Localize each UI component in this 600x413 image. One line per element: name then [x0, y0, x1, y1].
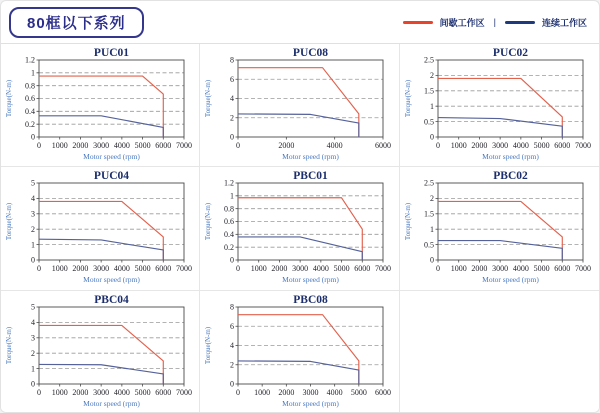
y-tick-label: 1 — [229, 191, 234, 201]
x-tick-label: 6000 — [554, 140, 571, 150]
y-tick-label: 0 — [429, 132, 434, 142]
y-tick-label: 4 — [229, 93, 234, 103]
x-axis-label: Motor speed (rpm) — [82, 151, 140, 161]
y-tick-label: 5 — [30, 302, 35, 312]
x-tick-label: 6000 — [374, 387, 391, 397]
x-axis-label: Motor speed (rpm) — [282, 274, 339, 284]
x-tick-label: 4000 — [312, 263, 329, 273]
continuous-curve — [238, 237, 362, 260]
chart-title: PUC08 — [292, 46, 329, 59]
y-tick-label: 2 — [429, 194, 434, 204]
y-tick-label: 0.6 — [223, 217, 234, 227]
intermittent-curve — [238, 67, 359, 136]
x-tick-label: 1000 — [51, 263, 68, 273]
y-tick-label: 8 — [229, 302, 234, 312]
y-axis-label: Torque(N-m) — [203, 79, 212, 117]
y-tick-label: 0 — [229, 379, 234, 389]
y-tick-label: 0.4 — [223, 230, 234, 240]
chart-title: PUC02 — [492, 46, 528, 59]
x-axis-label: Motor speed (rpm) — [481, 151, 539, 161]
x-tick-label: 0 — [36, 263, 41, 273]
y-tick-label: 2 — [229, 360, 234, 370]
x-tick-label: 5000 — [533, 263, 550, 273]
y-axis-label: Torque(N-m) — [4, 202, 13, 241]
chart-cell-PBC08 — [200, 291, 399, 413]
intermittent-curve — [39, 201, 163, 260]
y-tick-label: 1 — [30, 68, 35, 78]
y-tick-label: 0.2 — [24, 119, 35, 129]
y-tick-label: 6 — [229, 321, 234, 331]
y-tick-label: 3 — [30, 333, 35, 343]
legend-intermittent-label: 间歇工作区 — [439, 17, 485, 28]
chart-title: PBC08 — [293, 293, 328, 306]
x-tick-label: 4000 — [512, 140, 529, 150]
y-tick-label: 0.5 — [423, 240, 434, 250]
series-title-badge: 80框以下系列 — [9, 7, 144, 38]
x-tick-label: 7000 — [175, 140, 192, 150]
y-tick-label: 2 — [30, 348, 35, 358]
chart-cell-PBC02 — [400, 167, 599, 290]
x-tick-label: 2000 — [471, 140, 488, 150]
chart-PBC01 — [201, 168, 398, 289]
y-tick-label: 0 — [30, 132, 35, 142]
y-tick-label: 1 — [30, 364, 35, 374]
x-tick-label: 2000 — [271, 263, 288, 273]
x-tick-label: 3000 — [491, 263, 508, 273]
intermittent-curve — [238, 315, 359, 384]
intermittent-curve — [39, 76, 163, 137]
x-tick-label: 2000 — [471, 263, 488, 273]
x-tick-label: 4000 — [113, 263, 130, 273]
x-tick-label: 5000 — [134, 387, 151, 397]
y-tick-label: 2 — [30, 224, 35, 234]
x-tick-label: 2000 — [72, 387, 89, 397]
x-tick-label: 4000 — [326, 140, 343, 150]
chart-PBC02 — [401, 168, 598, 289]
x-tick-label: 4000 — [113, 387, 130, 397]
y-tick-label: 0 — [30, 379, 35, 389]
x-axis-label: Motor speed (rpm) — [82, 398, 140, 408]
chart-cell-PUC08 — [200, 44, 399, 167]
x-tick-label: 6000 — [154, 263, 171, 273]
chart-title: PBC02 — [493, 169, 528, 182]
x-tick-label: 4000 — [113, 140, 130, 150]
legend-continuous-label: 连续工作区 — [541, 17, 587, 28]
x-tick-label: 1000 — [250, 263, 267, 273]
y-tick-label: 0 — [229, 132, 234, 142]
x-tick-label: 7000 — [574, 140, 591, 150]
x-tick-label: 0 — [435, 263, 440, 273]
x-tick-label: 5000 — [134, 263, 151, 273]
intermittent-curve — [39, 325, 163, 384]
x-tick-label: 2000 — [72, 263, 89, 273]
x-tick-label: 5000 — [533, 140, 550, 150]
x-tick-label: 7000 — [175, 263, 192, 273]
page-header — [1, 1, 599, 43]
continuous-curve — [438, 241, 562, 260]
x-tick-label: 0 — [435, 140, 440, 150]
x-axis-label: Motor speed (rpm) — [82, 274, 140, 284]
empty-cell — [400, 291, 599, 413]
x-tick-label: 3000 — [292, 263, 309, 273]
x-tick-label: 1000 — [450, 140, 467, 150]
continuous-curve — [438, 117, 562, 136]
chart-title: PUC04 — [93, 169, 129, 182]
y-tick-label: 3 — [30, 209, 35, 219]
x-tick-label: 0 — [235, 140, 240, 150]
plot-border — [39, 307, 184, 384]
x-tick-label: 4000 — [512, 263, 529, 273]
y-axis-label: Torque(N-m) — [403, 79, 412, 117]
chart-PBC04 — [2, 292, 199, 413]
chart-PUC02 — [401, 45, 598, 166]
x-tick-label: 2000 — [72, 140, 89, 150]
chart-cell-PUC01 — [1, 44, 200, 167]
continuous-curve — [39, 115, 163, 136]
x-tick-label: 6000 — [354, 263, 371, 273]
x-tick-label: 7000 — [574, 263, 591, 273]
chart-PUC01 — [2, 45, 199, 166]
y-tick-label: 1.2 — [223, 178, 234, 188]
chart-PUC08 — [201, 45, 398, 166]
y-tick-label: 8 — [229, 55, 234, 65]
y-tick-label: 1.2 — [24, 55, 35, 65]
x-axis-label: Motor speed (rpm) — [282, 151, 339, 161]
x-tick-label: 2000 — [278, 140, 295, 150]
y-axis-label: Torque(N-m) — [4, 79, 13, 117]
intermittent-curve — [238, 198, 362, 260]
x-tick-label: 3000 — [92, 140, 109, 150]
y-tick-label: 0.8 — [223, 204, 234, 214]
y-tick-label: 0.6 — [24, 93, 35, 103]
intermittent-line-icon — [403, 21, 433, 24]
x-tick-label: 2000 — [278, 387, 295, 397]
y-tick-label: 2.5 — [423, 178, 434, 188]
y-tick-label: 2 — [429, 70, 434, 80]
plot-border — [438, 60, 583, 137]
y-tick-label: 1 — [30, 240, 35, 250]
x-tick-label: 6000 — [154, 140, 171, 150]
x-axis-label: Motor speed (rpm) — [481, 274, 539, 284]
x-tick-label: 7000 — [374, 263, 391, 273]
x-tick-label: 6000 — [154, 387, 171, 397]
y-tick-label: 2.5 — [423, 55, 434, 65]
y-tick-label: 0 — [429, 255, 434, 265]
y-axis-label: Torque(N-m) — [403, 202, 412, 241]
x-tick-label: 6000 — [374, 140, 391, 150]
y-tick-label: 1.5 — [423, 86, 434, 96]
y-axis-label: Torque(N-m) — [203, 326, 212, 364]
y-tick-label: 4 — [30, 317, 35, 327]
y-tick-label: 0 — [229, 255, 234, 265]
continuous-curve — [39, 364, 163, 384]
y-tick-label: 0.5 — [423, 116, 434, 126]
chart-title: PBC01 — [293, 169, 328, 182]
y-tick-label: 6 — [229, 74, 234, 84]
y-tick-label: 2 — [229, 113, 234, 123]
x-tick-label: 3000 — [92, 263, 109, 273]
x-tick-label: 0 — [235, 387, 240, 397]
y-tick-label: 0.4 — [24, 106, 35, 116]
x-tick-label: 7000 — [175, 387, 192, 397]
y-tick-label: 1.5 — [423, 209, 434, 219]
legend — [403, 16, 587, 29]
chart-title: PUC01 — [93, 46, 129, 59]
x-axis-label: Motor speed (rpm) — [282, 398, 339, 408]
chart-cell-PBC04 — [1, 291, 200, 413]
x-tick-label: 1000 — [51, 387, 68, 397]
y-tick-label: 5 — [30, 178, 35, 188]
x-tick-label: 3000 — [302, 387, 319, 397]
continuous-curve — [39, 239, 163, 260]
x-tick-label: 5000 — [350, 387, 367, 397]
y-tick-label: 1 — [429, 101, 434, 111]
x-tick-label: 0 — [36, 387, 41, 397]
chart-PUC04 — [2, 168, 199, 289]
x-tick-label: 6000 — [554, 263, 571, 273]
x-tick-label: 5000 — [333, 263, 350, 273]
plot-border — [39, 183, 184, 260]
chart-cell-PBC01 — [200, 167, 399, 290]
x-tick-label: 0 — [235, 263, 240, 273]
charts-grid — [1, 43, 599, 413]
chart-cell-PUC04 — [1, 167, 200, 290]
y-axis-label: Torque(N-m) — [203, 202, 212, 241]
x-tick-label: 1000 — [450, 263, 467, 273]
y-tick-label: 0.2 — [223, 242, 234, 252]
x-tick-label: 0 — [36, 140, 41, 150]
continuous-line-icon — [505, 21, 535, 24]
y-tick-label: 1 — [429, 224, 434, 234]
intermittent-curve — [438, 201, 562, 260]
y-tick-label: 0.8 — [24, 81, 35, 91]
legend-separator: | — [493, 17, 496, 27]
x-tick-label: 3000 — [92, 387, 109, 397]
x-tick-label: 4000 — [326, 387, 343, 397]
y-axis-label: Torque(N-m) — [4, 326, 13, 364]
chart-PBC08 — [201, 292, 398, 413]
y-tick-label: 4 — [30, 194, 35, 204]
y-tick-label: 0 — [30, 255, 35, 265]
x-tick-label: 3000 — [491, 140, 508, 150]
y-tick-label: 4 — [229, 341, 234, 351]
x-tick-label: 1000 — [51, 140, 68, 150]
chart-cell-PUC02 — [400, 44, 599, 167]
chart-title: PBC04 — [93, 293, 129, 306]
intermittent-curve — [438, 78, 562, 137]
x-tick-label: 5000 — [134, 140, 151, 150]
x-tick-label: 1000 — [254, 387, 271, 397]
